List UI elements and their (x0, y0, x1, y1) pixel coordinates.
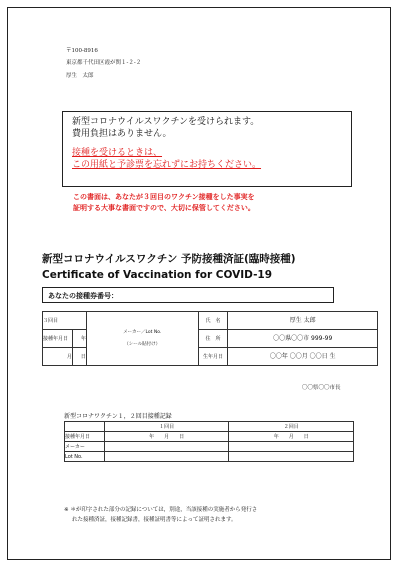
warning-line-1: この書面は、あなたが３回目のワクチン接種をした事実を (73, 193, 255, 201)
record-date-2: 年 月 日 (229, 432, 354, 442)
warning-line-2: 証明する大事な書面ですので、大切に保管してください。 (73, 204, 255, 212)
footnote (64, 505, 257, 525)
ticket-number-field: あなたの接種券番号： (42, 287, 334, 303)
certificate-page (7, 7, 391, 560)
recipient-address: 東京都千代田区霞が関１-２-２ (66, 60, 142, 66)
postal-code: 〒100-8916 (66, 48, 98, 54)
record-table (64, 421, 354, 462)
footnote-line-2: れた接種済証，接種記録書，接種証明書等によって証明されます。 (72, 517, 237, 523)
record-title: 新型コロナワクチン１，２回目接種記録 (64, 413, 172, 420)
date-label: 接種年月日 (43, 330, 73, 348)
certificate-title-jp: 新型コロナウイルスワクチン 予防接種済証(臨時接種) (42, 253, 296, 265)
notice-line-3: 接種を受けるときは、 (72, 148, 163, 158)
record-maker-2 (229, 442, 354, 452)
address-value: 〇〇県〇〇市 999-99 (228, 330, 378, 348)
notice-line-1: 新型コロナウイルスワクチンを受けられます。 (72, 117, 260, 127)
dob-label: 生年月日 (198, 348, 228, 366)
notice-line-4: この用紙と予診票を忘れずにお持ちください。 (72, 160, 262, 170)
footnote-line-1: ※ ＊が印字された部分の記録については，別途，当該接種の実施者から発行さ (64, 507, 258, 513)
record-lot-label: Lot No. (65, 452, 105, 462)
sticker-label: （シール貼付け） (124, 341, 161, 347)
record-date-1: 年 月 日 (104, 432, 229, 442)
record-lot-2 (229, 452, 354, 462)
recipient-name: 厚生 太郎 (66, 73, 94, 79)
record-lot-1 (104, 452, 229, 462)
month-suffix: 月 (43, 348, 73, 366)
record-col-2: ２回目 (229, 422, 354, 432)
day-suffix: 日 (72, 348, 86, 366)
dob-value: 〇〇年 〇〇月 〇〇日 生 (228, 348, 378, 366)
dose-label: ３回目 (43, 312, 87, 330)
record-corner (65, 422, 105, 432)
notice-line-2: 費用負担はありません。 (72, 129, 172, 139)
record-maker-label: メーカー (65, 442, 105, 452)
sticker-area (86, 312, 198, 366)
record-maker-1 (104, 442, 229, 452)
address-label: 住 所 (198, 330, 228, 348)
record-col-1: １回目 (104, 422, 229, 432)
record-date-label: 接種年月日 (65, 432, 105, 442)
certificate-title-en: Certificate of Vaccination for COVID-19 (42, 269, 273, 281)
maker-lot-label: メーカー／Lot No. (123, 329, 162, 335)
certificate-table (42, 311, 378, 366)
city-stamp: 〇〇県〇〇市長 (302, 385, 341, 391)
name-label: 氏 名 (198, 312, 228, 330)
notice-box (62, 111, 352, 187)
name-value: 厚生 太郎 (228, 312, 378, 330)
year-suffix: 年 (72, 330, 86, 348)
